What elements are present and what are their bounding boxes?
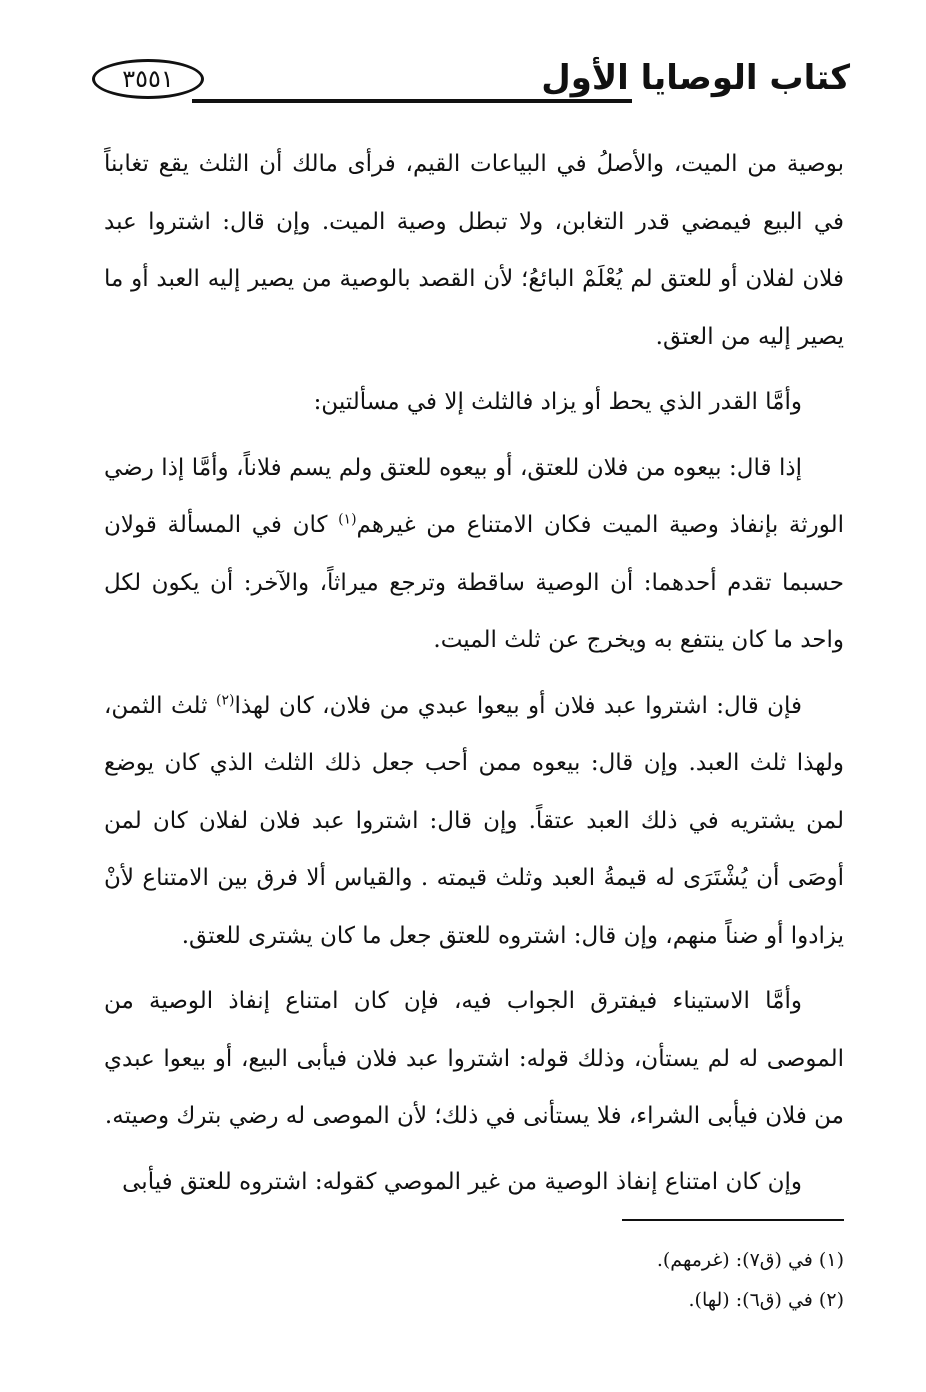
footnote-marker: (١) (338, 511, 357, 528)
footnote: (١) في (ق٧): (غرمهم). (656, 1249, 844, 1271)
paragraph: وأمَّا القدر الذي يحط أو يزاد فالثلث إلا في مسألتين: (313, 389, 802, 415)
footnote-separator (622, 1219, 844, 1221)
footnote: (٢) في (ق٦): (لها). (688, 1289, 844, 1311)
page-header (92, 56, 850, 114)
paragraph-text: ثلث الثمن، ولهذا ثلث العبد. وإن قال: بيعوه ممن أحب جعل ذلك الثلث الذي كان يوضع لمن يشتريه في ذلك العبد عتقاً. وإن قال: اشتروا عبد فلان لفلان كان لمن أوصَى أن يُشْتَرَى له قيمةُ العبد وثلث قيمته . والقياس ألا فرق بين الامتناع لأنْ يزادوا أو ضناً منهم، وإن قال: اشتروه للعتق جعل ما كان يشترى للعتق. (104, 692, 844, 949)
paragraph-text: فإن قال: اشتروا عبد فلان أو بيعوا عبدي من فلان، كان لهذا (234, 692, 803, 719)
paragraph-text: كان في المسألة قولان حسبما تقدم أحدهما: أن الوصية ساقطة وترجع ميراثاً، والآخر: أن يكون لكل واحد ما كان ينتفع به ويخرج عن ثلث الميت. (104, 512, 844, 653)
footnote-marker: (٢) (215, 691, 235, 708)
footnotes (104, 1240, 844, 1320)
main-text (104, 136, 844, 1219)
header-rule (192, 99, 632, 103)
page-number: ٣٥٥١ (92, 59, 204, 99)
paragraph-text: إذا قال: بيعوه من فلان للعتق، أو بيعوه للعتق ولم يسم فلاناً، وأمَّا إذا رضي الورثة بإنفاذ وصية الميت فكان الامتناع من غيرهم (104, 454, 845, 538)
paragraph: بوصية من الميت، والأصلُ في البياعات القيم، فرأى مالك أن الثلث يقع تغابناً في البيع فيمضي قدر التغابن، ولا تبطل وصية الميت. وإن قال: اشتروا عبد فلان لفلان أو للعتق لم يُعْلَمْ البائعُ؛ لأن القصد بالوصية من يصير إليه العبد أو ما يصير إليه من العتق. (104, 151, 844, 350)
paragraph: وأمَّا الاستيناء فيفترق الجواب فيه، فإن كان امتناع إنفاذ الوصية من الموصى له لم يستأن، وذلك قوله: اشتروا عبد فلان فيأبى البيع، أو بيعوا عبدي من فلان فيأبى الشراء، فلا يستأنى في ذلك؛ لأن الموصى له رضي بترك وصيته. (104, 988, 844, 1129)
paragraph: وإن كان امتناع إنفاذ الوصية من غير الموصي كقوله: اشتروه للعتق فيأبى (122, 1168, 802, 1195)
book-title: كتاب الوصايا الأول (541, 58, 850, 98)
paragraph (104, 678, 844, 966)
paragraph (104, 440, 844, 670)
